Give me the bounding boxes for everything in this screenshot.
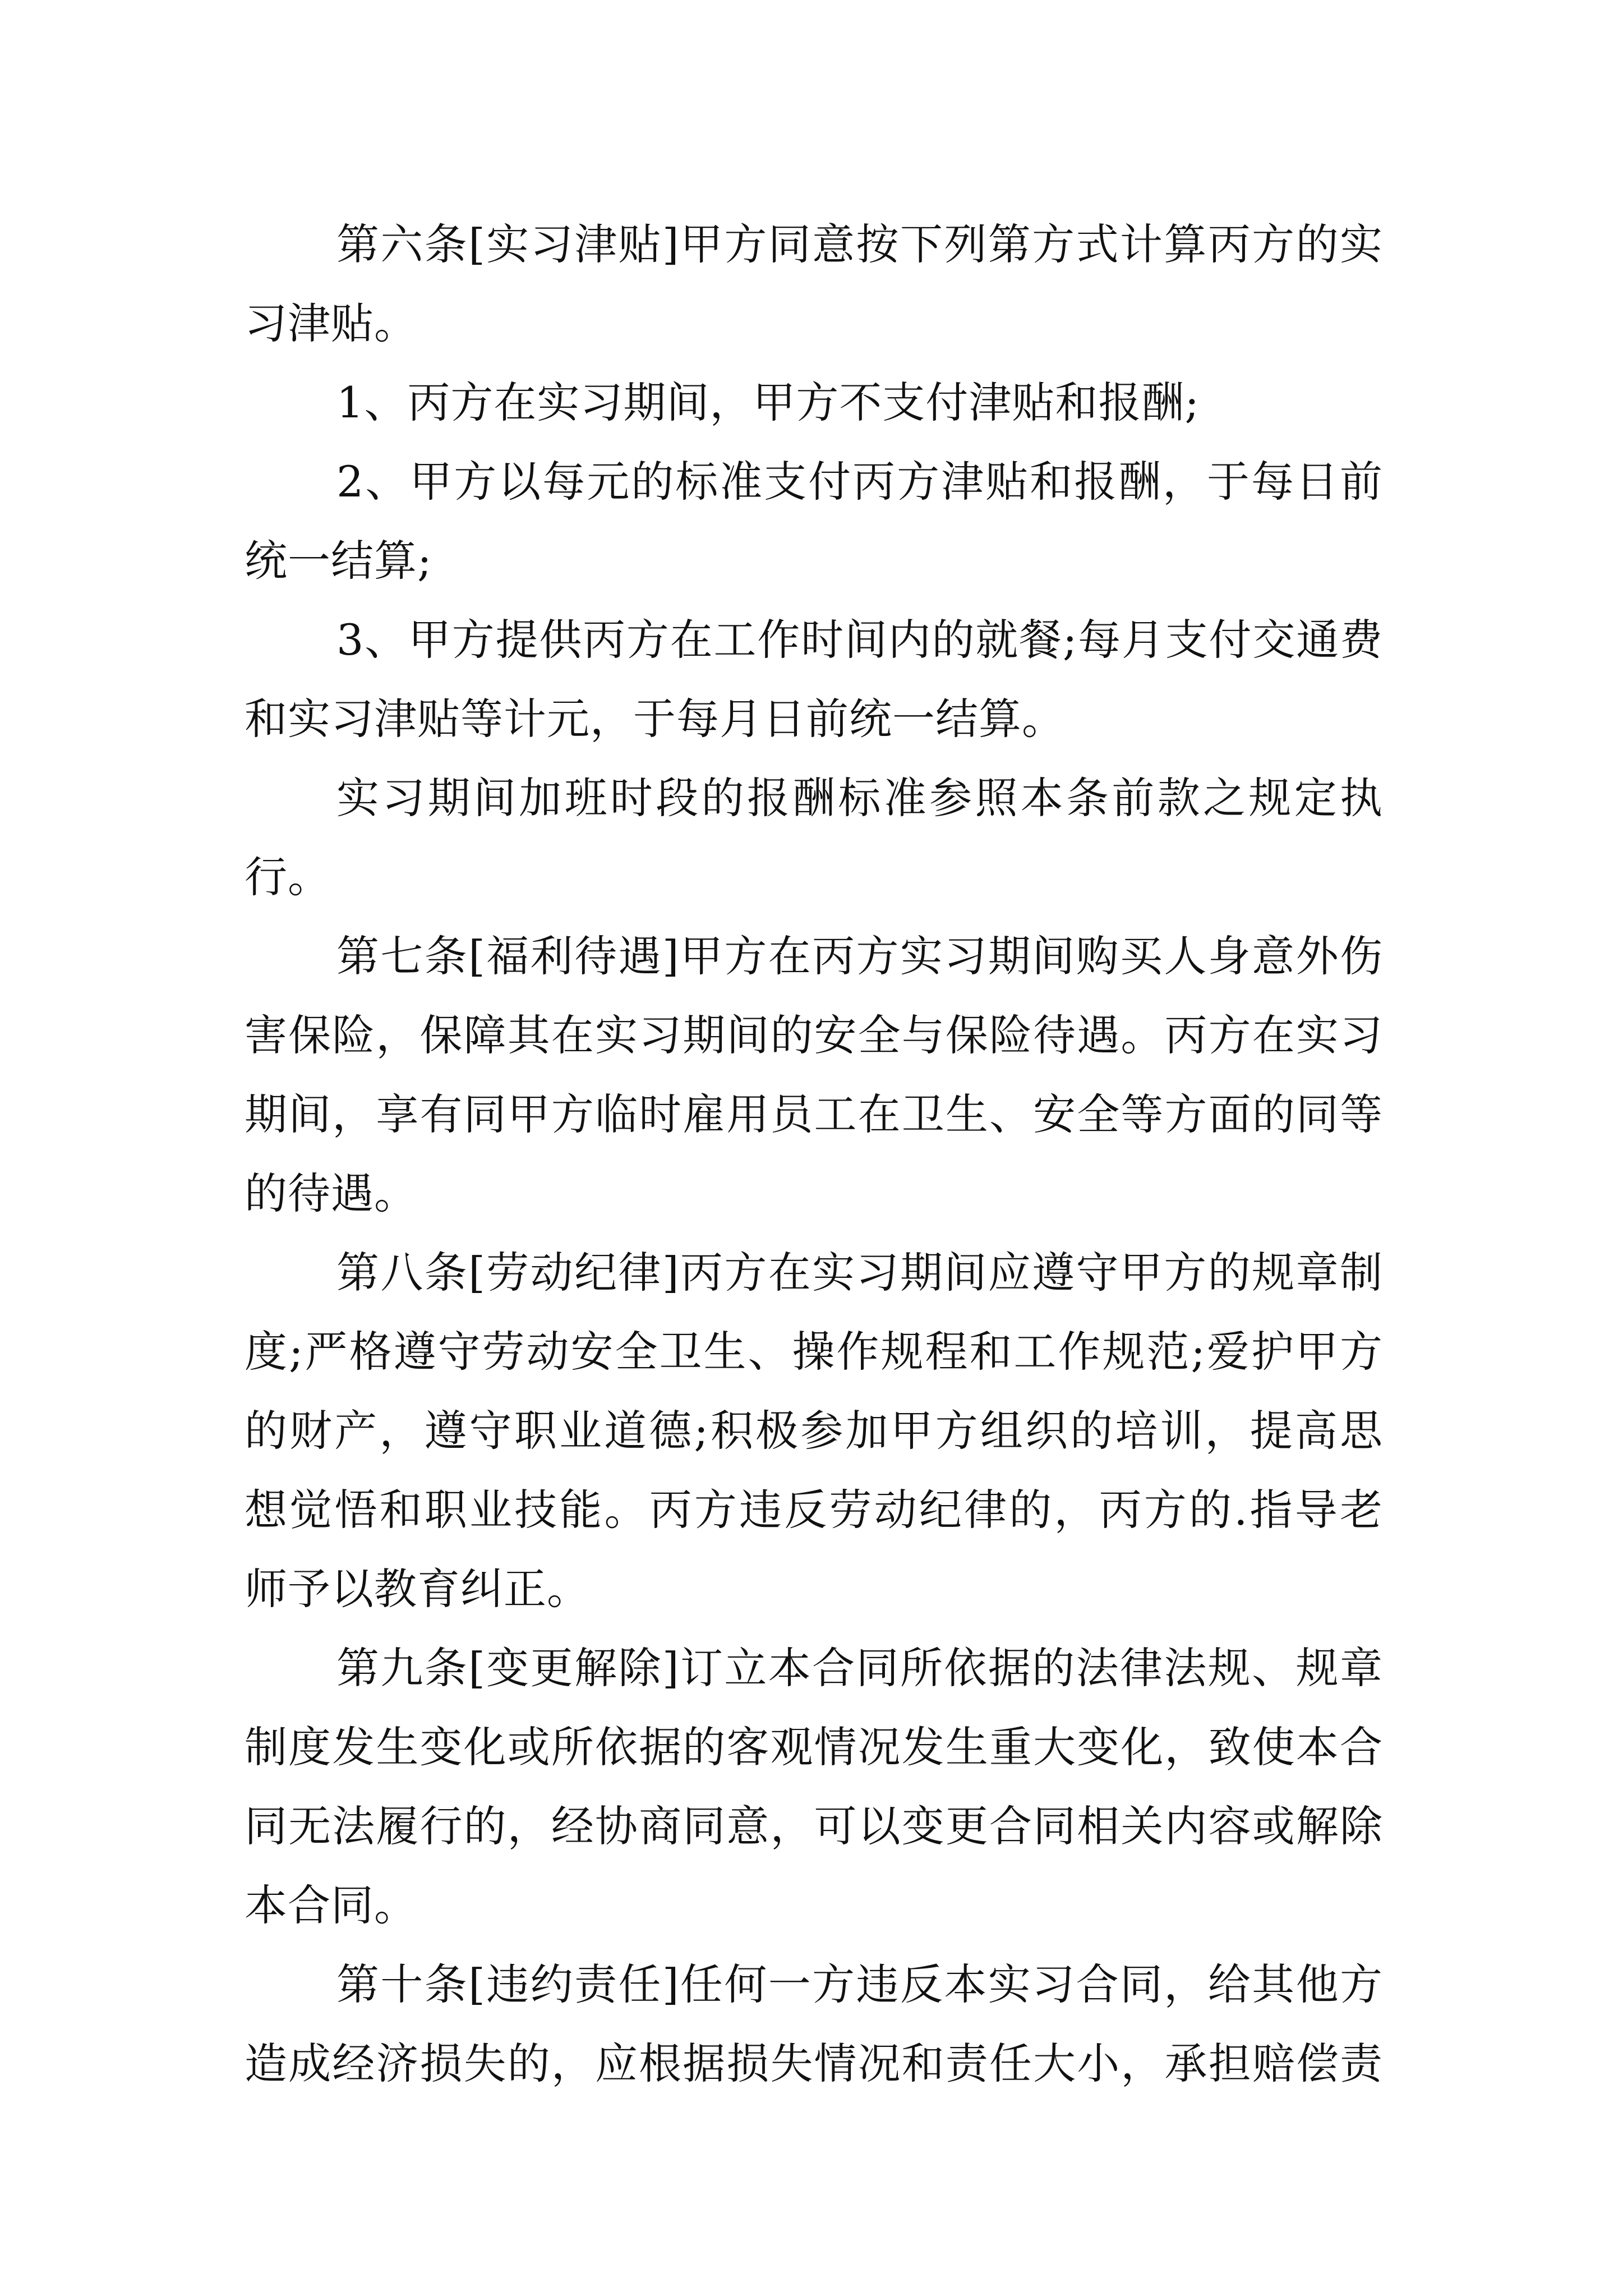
article-6-item-1: 1、丙方在实习期间，甲方不支付津贴和报酬; [336,378,1200,427]
article-6-item-3-line-2: 和实习津贴等计元，于每月日前统一结算。 [245,694,1065,744]
article-6-line-1: 第六条[实习津贴]甲方同意按下列第方式计算丙方的实 [336,219,1383,269]
article-8-line-2: 度;严格遵守劳动安全卫生、操作规程和工作规范;爱护甲方 [245,1327,1383,1377]
article-6-item-3-line-1: 3、甲方提供丙方在工作时间内的就餐;每月支付交通费 [336,615,1383,665]
article-7-line-2: 害保险，保障其在实习期间的安全与保险待遇。丙方在实习 [245,1010,1383,1060]
article-7-line-4: 的待遇。 [245,1168,417,1218]
article-10-line-2: 造成经济损失的，应根据损失情况和责任大小，承担赔偿责 [245,2039,1383,2088]
article-8-line-4: 想觉悟和职业技能。丙方违反劳动纪律的，丙方的.指导老 [245,1485,1383,1535]
article-6-item-2-line-2: 统一结算; [245,536,432,586]
article-8-line-1: 第八条[劳动纪律]丙方在实习期间应遵守甲方的规章制 [336,1248,1383,1297]
article-9-line-4: 本合同。 [245,1880,417,1930]
overtime-rule-line-1: 实习期间加班时段的报酬标准参照本条前款之规定执 [336,773,1383,823]
article-6-item-2-line-1: 2、甲方以每元的标准支付丙方津贴和报酬，于每日前 [336,457,1383,507]
article-10-line-1: 第十条[违约责任]任何一方违反本实习合同，给其他方 [336,1959,1383,2009]
article-9-line-2: 制度发生变化或所依据的客观情况发生重大变化，致使本合 [245,1722,1383,1772]
article-8-line-3: 的财产，遵守职业道德;积极参加甲方组织的培训，提高思 [245,1406,1383,1456]
article-9-line-1: 第九条[变更解除]订立本合同所依据的法律法规、规章 [336,1643,1383,1693]
article-6-line-2: 习津贴。 [245,298,417,348]
overtime-rule-line-2: 行。 [245,852,331,902]
article-8-line-5: 师予以教育纠正。 [245,1564,590,1614]
article-9-line-3: 同无法履行的，经协商同意，可以变更合同相关内容或解除 [245,1801,1383,1851]
article-7-line-3: 期间，享有同甲方临时雇用员工在卫生、安全等方面的同等 [245,1089,1383,1139]
article-7-line-1: 第七条[福利待遇]甲方在丙方实习期间购买人身意外伤 [336,931,1383,981]
